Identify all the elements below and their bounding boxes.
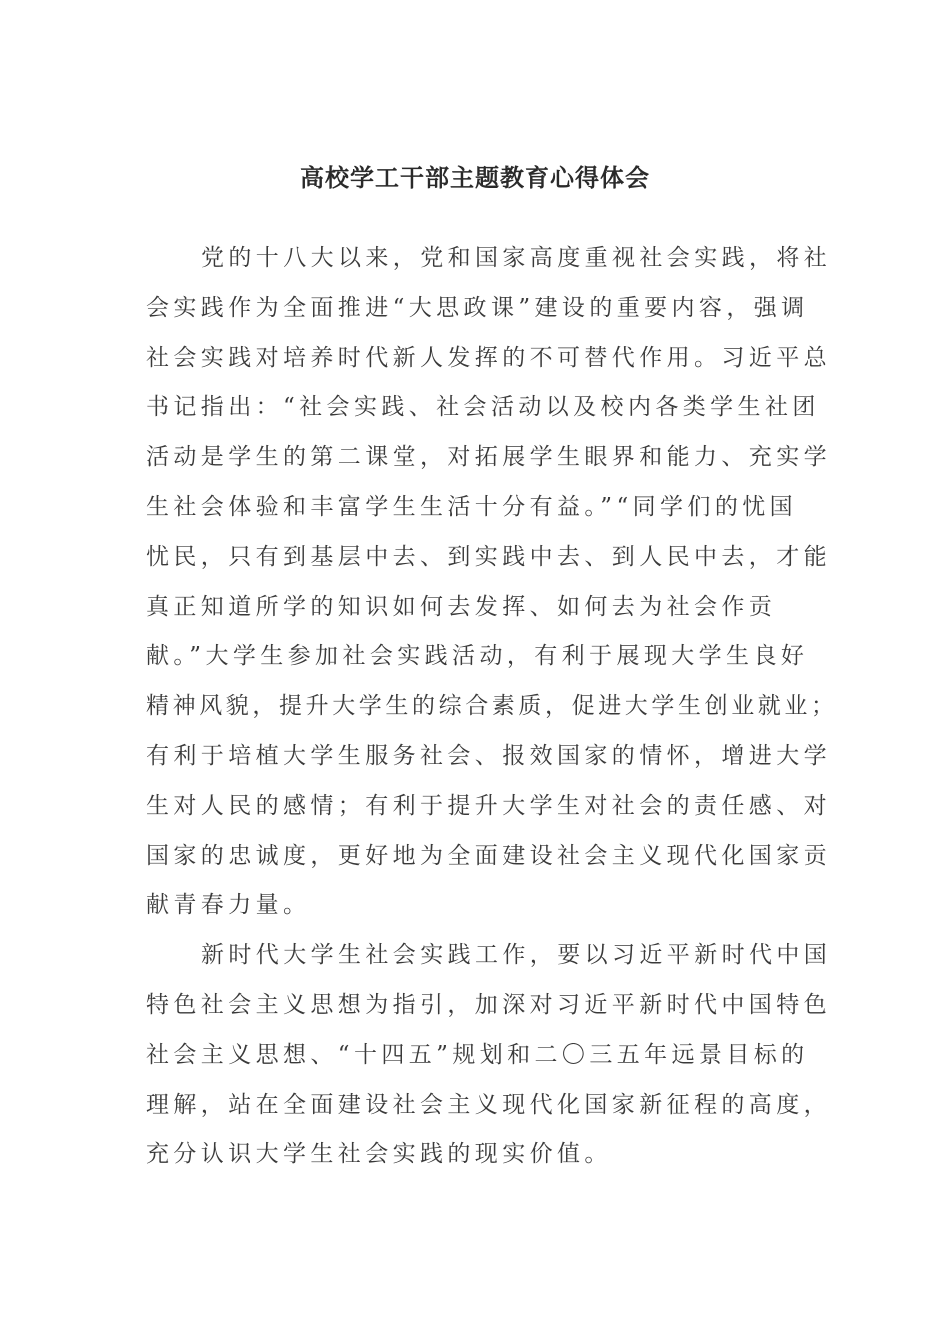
text-line: 献青春力量。 — [146, 892, 311, 919]
text-line: 新时代大学生社会实践工作，要以习近平新时代中国 — [201, 942, 832, 969]
text-line: 献。”大学生参加社会实践活动，有利于展现大学生良好 — [146, 643, 809, 670]
text-line: 生对人民的感情；有利于提升大学生对社会的责任感、对 — [146, 792, 831, 819]
text-line: 会实践作为全面推进“大思政课”建设的重要内容，强调 — [146, 294, 809, 321]
text-line: 生社会体验和丰富学生生活十分有益。”“同学们的忧国 — [146, 493, 798, 520]
text-line: 精神风貌，提升大学生的综合素质，促进大学生创业就业； — [146, 693, 838, 720]
text-line: 充分认识大学生社会实践的现实价值。 — [146, 1141, 612, 1168]
text-line: 社会主义思想、“十四五”规划和二〇三五年远景目标的 — [146, 1041, 809, 1068]
text-line: 国家的忠诚度，更好地为全面建设社会主义现代化国家贡 — [146, 842, 831, 869]
text-line: 理解，站在全面建设社会主义现代化国家新征程的高度， — [146, 1091, 831, 1118]
text-line: 社会实践对培养时代新人发挥的不可替代作用。习近平总 — [146, 344, 831, 371]
text-line: 党的十八大以来，党和国家高度重视社会实践，将社 — [201, 245, 832, 271]
text-line: 忧民，只有到基层中去、到实践中去、到人民中去，才能 — [146, 543, 831, 570]
paragraph-1 — [146, 234, 838, 931]
document-title: 高校学工干部主题教育心得体会 — [300, 163, 650, 192]
text-line: 书记指出：“社会实践、社会活动以及校内各类学生社团 — [146, 394, 820, 421]
text-line: 特色社会主义思想为指引，加深对习近平新时代中国特色 — [146, 991, 831, 1018]
paragraph-2 — [146, 931, 832, 1180]
document-body — [146, 234, 838, 1180]
text-line: 真正知道所学的知识如何去发挥、如何去为社会作贡 — [146, 593, 777, 620]
text-line: 有利于培植大学生服务社会、报效国家的情怀，增进大学 — [146, 742, 831, 769]
text-line: 活动是学生的第二课堂，对拓展学生眼界和能力、充实学 — [146, 444, 831, 471]
